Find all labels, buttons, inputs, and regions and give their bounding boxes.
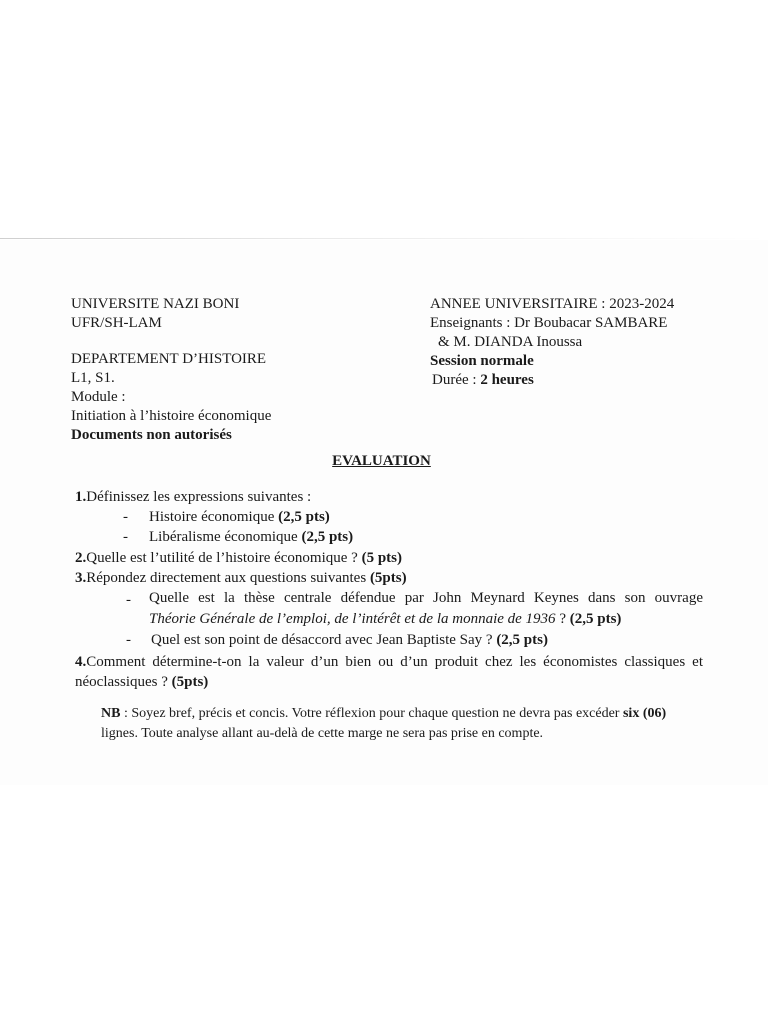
module-label: Module : xyxy=(71,389,126,405)
question-2: 2.Quelle est l’utilité de l’histoire économique ? (5 pts) xyxy=(75,550,403,566)
teachers-line-2: & M. DIANDA Inoussa xyxy=(438,334,583,350)
question-1-text: Définissez les expressions suivantes : xyxy=(86,489,312,505)
nb-note: NB : Soyez bref, précis et concis. Votre réflexion pour chaque question ne devra pas excéder six (06) lignes. Toute analyse allant au-delà de cette marge ne sera pas prise en compte. xyxy=(101,706,667,741)
bullet-dash: - xyxy=(126,632,131,648)
university-name: UNIVERSITE NAZI BONI xyxy=(71,296,240,312)
question-1-item-1: Histoire économique (2,5 pts) xyxy=(149,509,330,525)
header-left xyxy=(71,295,271,445)
department-name: DEPARTEMENT D’HISTOIRE xyxy=(71,351,267,367)
question-4-line-2: néoclassiques ? (5pts) xyxy=(75,674,209,690)
session: Session normale xyxy=(430,353,534,369)
header-right xyxy=(430,295,674,390)
nb-limit: six (06) xyxy=(622,706,667,721)
teachers-line-1: Enseignants : Dr Boubacar SAMBARE xyxy=(430,315,668,331)
duration xyxy=(430,371,674,390)
page-title: EVALUATION xyxy=(332,453,431,469)
bullet-dash: - xyxy=(123,509,128,525)
question-1-item-2: Libéralisme économique (2,5 pts) xyxy=(149,529,354,545)
duration-value: 2 heures xyxy=(480,372,534,388)
book-title: Théorie Générale de l’emploi, de l’intérêt et de la monnaie de 1936 xyxy=(149,611,556,627)
ufr-name: UFR/SH-LAM xyxy=(71,315,162,331)
bullet-dash: - xyxy=(126,592,131,608)
question-3-item-1-line-2: Théorie Générale de l’emploi, de l’intérêt et de la monnaie de 1936 ? (2,5 pts) xyxy=(149,611,622,627)
documents-notice: Documents non autorisés xyxy=(71,427,232,443)
question-3: 3.Répondez directement aux questions suivantes (5pts) xyxy=(75,570,407,586)
question-3-item-1-line-1: Quelle est la thèse centrale défendue par John Meynard Keynes dans son ouvrage xyxy=(149,590,703,606)
scan-edge xyxy=(0,238,768,239)
question-1 xyxy=(75,487,311,507)
level: L1, S1. xyxy=(71,370,115,386)
nb-label: NB xyxy=(101,706,121,721)
question-1-number: 1. xyxy=(75,489,87,505)
bullet-dash: - xyxy=(123,529,128,545)
duration-label: Durée : xyxy=(432,372,477,388)
question-3-item-2: Quel est son point de désaccord avec Jean Baptiste Say ? (2,5 pts) xyxy=(151,632,548,648)
academic-year: ANNEE UNIVERSITAIRE : 2023-2024 xyxy=(430,296,675,312)
question-4-line-1: 4.Comment détermine-t-on la valeur d’un bien ou d’un produit chez les économistes classiques et xyxy=(75,654,703,670)
module-name: Initiation à l’histoire économique xyxy=(71,408,272,424)
